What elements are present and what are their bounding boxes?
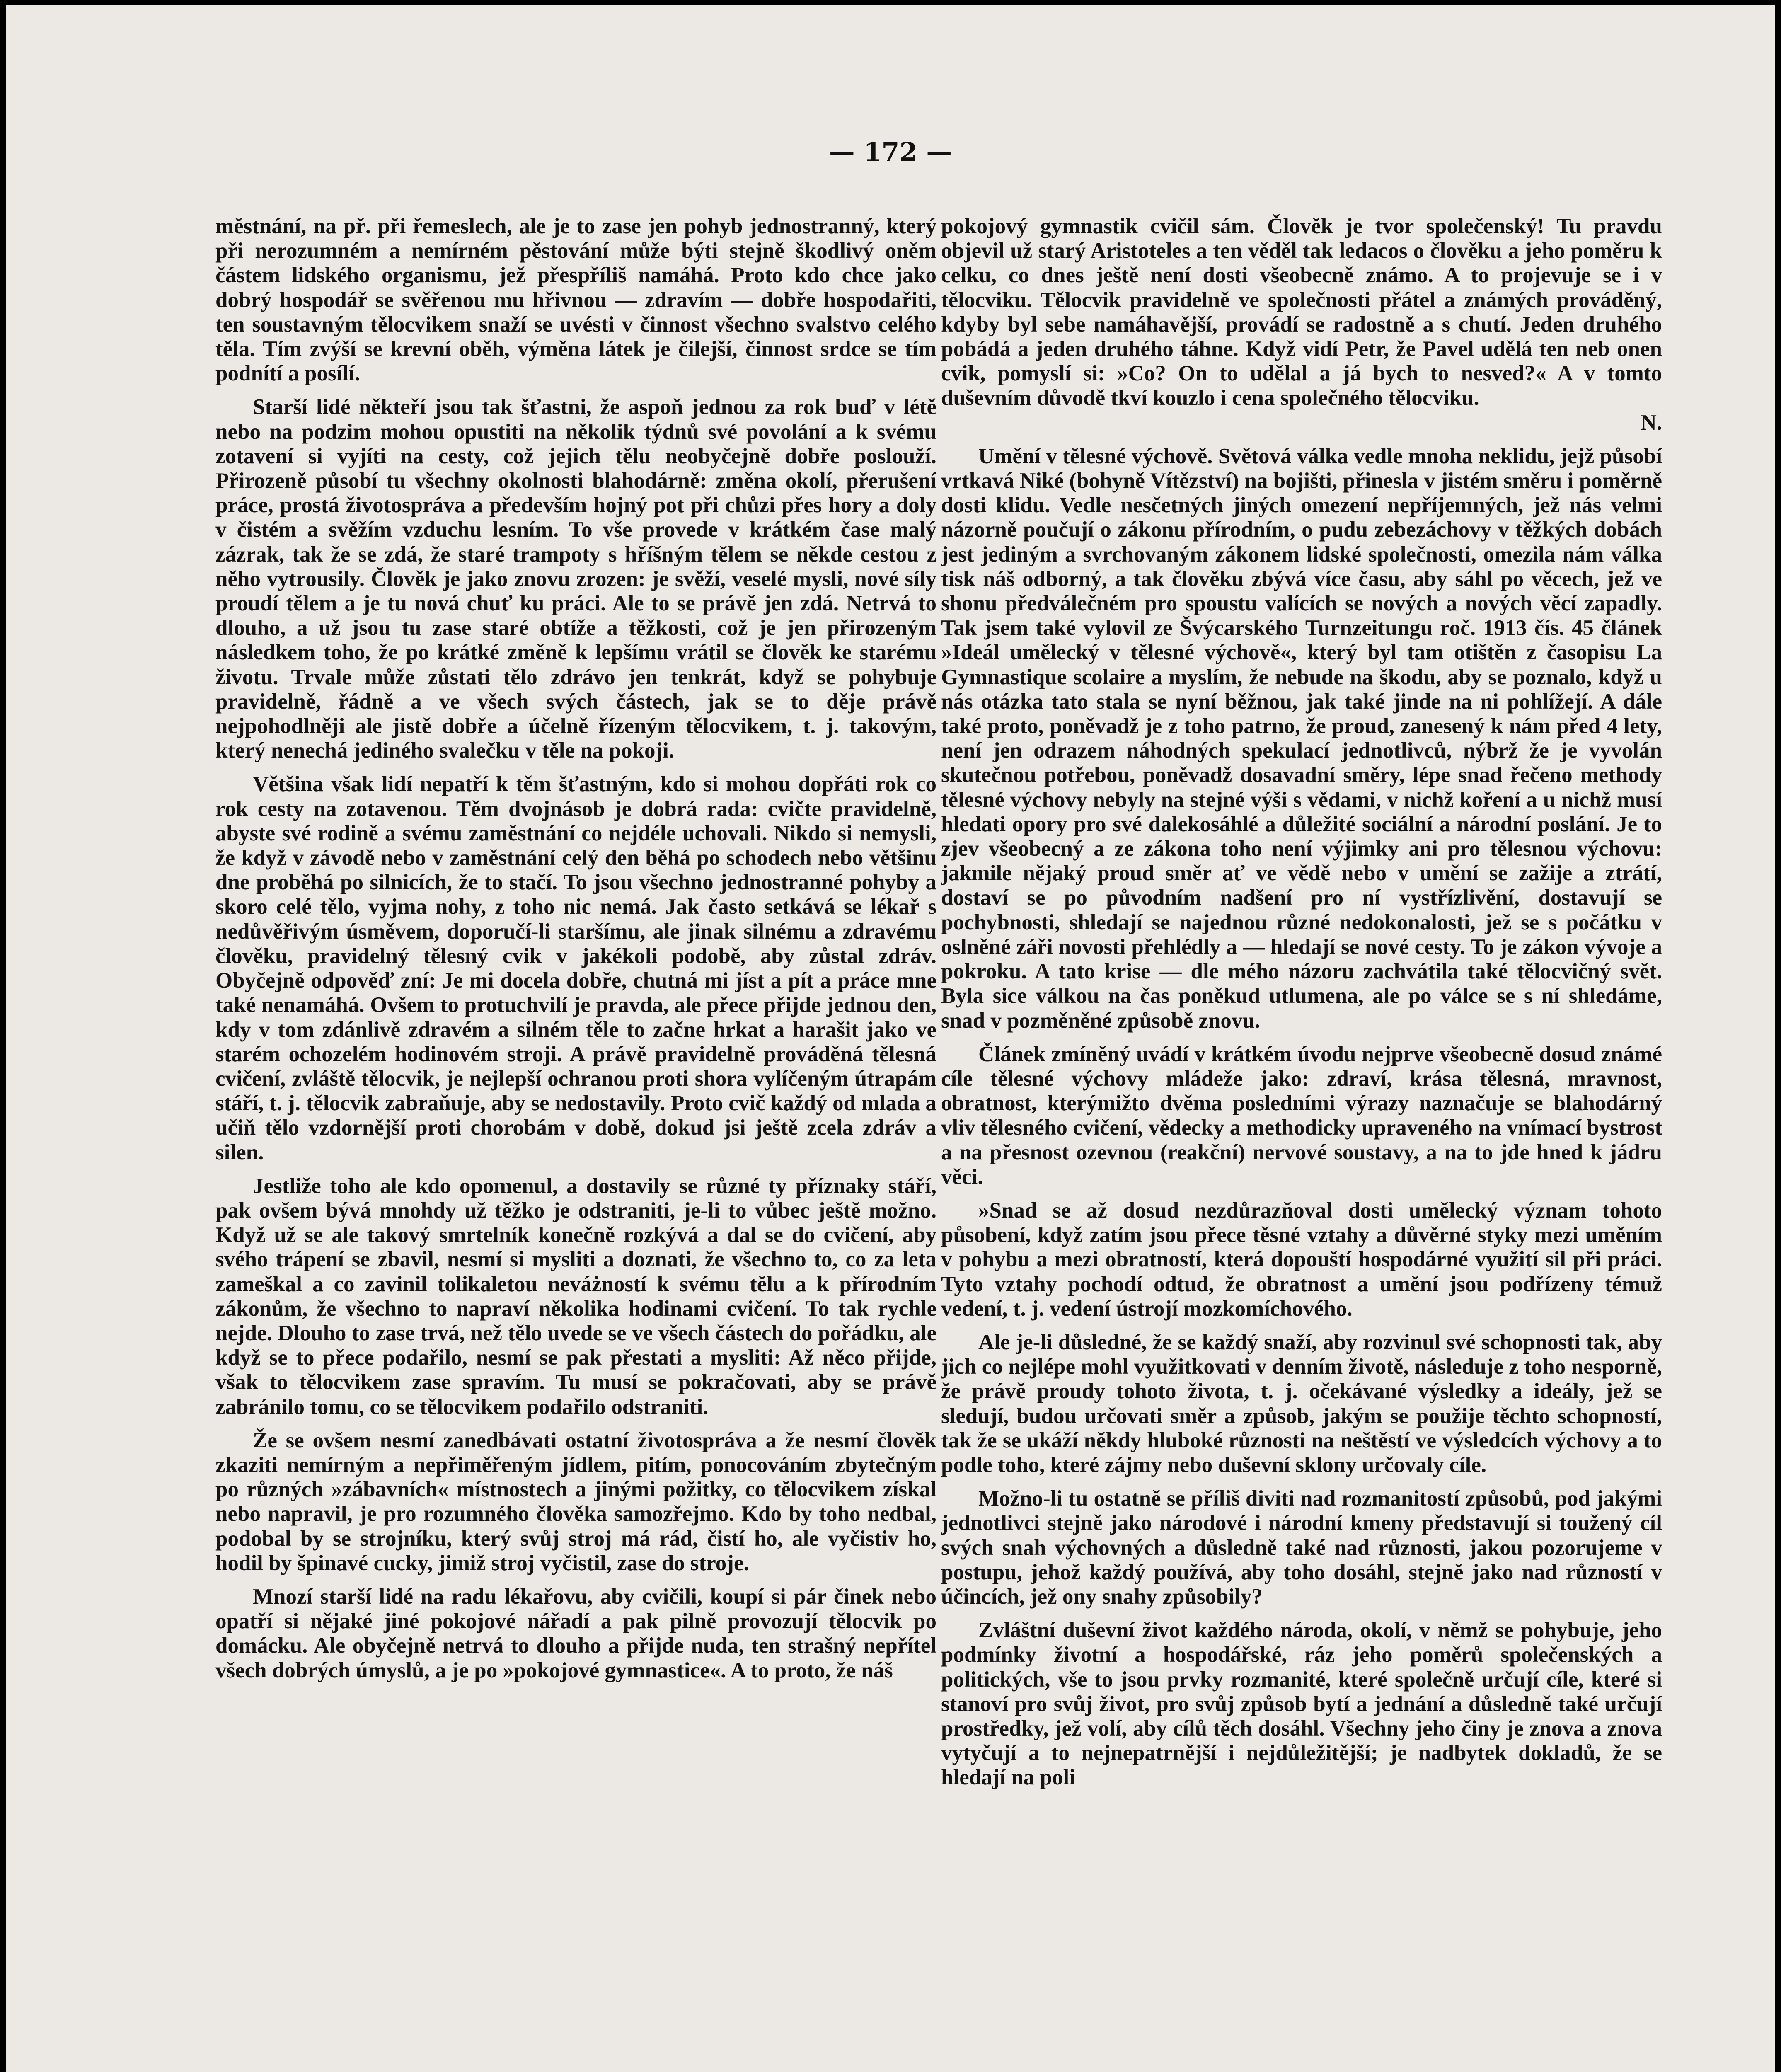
article-text: Světová válka vedle mnoha neklidu, jejž působí vrtkavá Niké (bohyně Vítězství) na bojišti, přinesla v jistém směru i poměrně dosti klidu. Vedle nesčetných jiných omezení nepříjemných, jež nás velmi názorně poučují o zákonu přírodním, o pudu zebezáchovy v těžkých dobách jest jediným a svrchovaným zákonem lidské společnosti, omezila nám válka tisk náš odborný, a tak člověku zbývá více času, aby sáhl po věcech, jež ve shonu předválečném pro spoustu valících se nových a nových věcí zapadly. Tak jsem také vylovil ze Švýcarského Turnzeitungu roč. 1913 čís. 45 článek »Ideál umělecký v tělesné výchově«, který byl tam otištěn z časopisu La Gymnastique scolaire a myslím, že nebude na škodu, aby se poznalo, když u nás otázka tato stala se nyní běžnou, jak také jinde na ni pohlížejí. A dále také proto, poněvadž je z toho patrno, že proud, zanesený k nám před 4 lety, není jen odrazem náhodných spekulací jednotlivců, nýbrž že je vyvolán skutečnou potřebou, poněvadž dosavadní směry, lépe snad řečeno methody tělesné výchovy nebyly na stejné výši s vědami, v nichž koření a u nichž musí hledati opory pro své dalekosáhlé a důležité sociální a národní poslání. Je to zjev všeobecný a ze zákona toho není výjimky ani pro tělesnou výchovu: jakmile nějaký proud směr ať ve vědě nebo v umění se zažije a ztrátí, dostaví se po původním nadšení pro ní vystřízlivění, dostavují se pochybnosti, shledají se najednou různé nedokonalosti, jež se s počátku v oslněné záři novosti přehlédly a — hledají se nové cesty. To je zákon vývoje a pokroku. A tato krise — dle mého názoru zachvátila také tělocvičný svět. Byla sice válkou na čas poněkud utlumena, ale po válce se s ní shledáme, snad v pozměněné způsobě znovu. [941,444,1662,1033]
article-title: Umění v tělesné výchově. [978,444,1213,468]
paragraph: městnání, na př. při řemeslech, ale je to zase jen pohyb jednostranný, který při nerozumném a nemírném pěstování může býti stejně škodlivý oněm částem lidského organismu, jež přespříliš namáhá. Proto kdo chce jako dobrý hospodář se svěřenou mu hřivnou — zdravím — dobře hospodařiti, ten soustavným tělocvikem snaží se uvésti v činnost všechno svalstvo celého těla. Tím zvýší se krevní oběh, výměna látek je čilejší, činnost srdce se tím podnítí a posílí. [215,214,936,386]
paragraph: Ale je-li důsledné, že se každý snaží, aby rozvinul své schopnosti tak, aby jich co nejlépe mohl využitkovati v denním životě, následuje z toho nesporně, že právě proudy tohoto života, t. j. očekávané výsledky a ideály, jež se sledují, budou určovati směr a způsob, jakým se použije těchto schopností, tak že se ukáží někdy hluboké různosti na neštěstí ve výsledcích výchovy a to podle toho, které zájmy nebo duševní sklony určovaly cíle. [941,1330,1662,1477]
paragraph: Většina však lidí nepatří k těm šťastným, kdo si mohou dopřáti rok co rok cesty na zotavenou. Těm dvojnásob je dobrá rada: cvičte pravidelně, abyste své rodině a svému zaměstnání co nejdéle uchovali. Nikdo si nemysli, že když v závodě nebo v zaměstnání celý den běhá po schodech nebo většinu dne proběhá po silnicích, že to stačí. To jsou všechno jednostranné pohyby a skoro celé tělo, vyjma nohy, z toho nic nemá. Jak často setkává se lékař s nedůvěřivým úsměvem, doporučí-li staršímu, ale jinak silnému a zdravému člověku, pravidelný tělesný cvik v jakékoli podobě, aby zůstal zdráv. Obyčejně odpověď zní: Je mi docela dobře, chutná mi jíst a pít a práce mne také nenamáhá. Ovšem to protuchvilí je pravda, ale přece přijde jednou den, kdy v tom zdánlivě zdravém a silném těle to začne hrkat a harašit jako ve starém ochozelém hodinovém stroji. A právě pravidelně prováděná tělesná cvičení, zvláště tělocvik, je nejlepší ochranou proti shora vylíčeným útrapám stáří, t. j. tělocvik zabraňuje, aby se nedostavily. Proto cvič každý od mlada a učiň tělo vzdornější proti chorobám v době, dokud jsi ještě zcela zdráv a silen. [215,772,936,1164]
author-signature: N. [1641,410,1662,435]
paragraph: pokojový gymnastik cvičil sám. Člověk je tvor společenský! Tu pravdu objevil už starý Aristoteles a ten věděl tak ledacos o člověku a jeho poměru k celku, co dnes ještě není dosti všeobecně známo. A to projevuje se i v tělocviku. Tělocvik pravidelně ve společnosti přátel a známých prováděný, kdyby byl sebe namáhavější, provádí se radostně a s chutí. Jeden druhého pobádá a jeden druhého táhne. Když vidí Petr, že Pavel udělá ten neb onen cvik, pomyslí si: »Co? On to udělal a já bych to nesved?« A v tomto duševním důvodě tkví kouzlo i cena společného tělocviku. [941,214,1662,410]
paragraph: Možno-li tu ostatně se příliš diviti nad rozmanitostí způsobů, pod jakými jednotlivci stejně jako národové i národní kmeny představují si toužený cíl svých snah výchovných a důsledně také nad různosti, jakou pozorujeme v postupu, jehož každý používá, aby toho dosáhl, stejně jako nad růzností v účincích, jež ony snahy způsobily? [941,1486,1662,1609]
paragraph: Že se ovšem nesmí zanedbávati ostatní životospráva a že nesmí člověk zkaziti nemírným a nepřiměřeným jídlem, pitím, ponocováním zbytečným po různých »zábavních« místnostech a jinými požitky, co tělocvikem získal nebo napravil, je pro rozumného člověka samozřejmo. Kdo by toho nedbal, podobal by se strojníku, který svůj stroj má rád, čistí ho, ale vyčistiv ho, hodil by špinavé cucky, jimiž stroj vyčistil, zase do stroje. [215,1428,936,1575]
document-page [6,5,1775,2072]
paragraph: Článek zmíněný uvádí v krátkém úvodu nejprve všeobecně dosud známé cíle tělesné výchovy mládeže jako: zdraví, krása tělesná, mravnost, obratnost, kterýmižto dvěma posledními výrazy naznačuje se blahodárný vliv tělesného cvičení, vědecky a methodicky upraveného na vnímací bystrost a na přesnost ozevnou (reakční) nervové soustavy, a na to jde hned k jádru věci. [941,1042,1662,1189]
left-column [215,214,936,2072]
article-paragraph [941,444,1662,1033]
paragraph: Mnozí starší lidé na radu lékařovu, aby cvičili, koupí si pár činek nebo opatří si nějaké jiné pokojové nářadí a pak pilně provozují tělocvik po domácku. Ale obyčejně netrvá to dlouho a přijde nuda, ten strašný nepřítel všech dobrých úmyslů, a je po »pokojové gymnastice«. A to proto, že náš [215,1584,936,1682]
right-column [941,214,1662,2072]
paragraph: Zvláštní duševní život každého národa, okolí, v němž se pohybuje, jeho podmínky životní a hospodářské, ráz jeho poměrů společenských a politických, vše to jsou prvky rozmanité, které společně určují cíle, které si stanoví pro svůj život, pro svůj způsob bytí a jednání a důsledně také určují prostředky, jež volí, aby cílů těch dosáhl. Všechny jeho činy je znova a znova vytyčují a to nejnepatrnější i nejdůležitější; je nadbytek dokladů, že se hledají na poli [941,1618,1662,1790]
page-number: — 172 — [829,137,952,167]
paragraph: »Snad se až dosud nezdůrazňoval dosti umělecký význam tohoto působení, když zatím jsou přece těsné vztahy a důvěrné styky mezi uměním v pohybu a mezi obratností, která dopouští hospodárné využití sil při práci. Tyto vztahy pochodí odtud, že obratnost a umění jsou podřízeny témuž vedení, t. j. vedení ústrojí mozkomíchového. [941,1198,1662,1321]
paragraph: Jestliže toho ale kdo opomenul, a dostavily se různé ty příznaky stáří, pak ovšem bývá mnohdy už těžko je odstraniti, je-li to vůbec ještě možno. Když už se ale takový smrtelník konečně rozkývá a dal se do cvičení, aby svého trápení se zbavil, nesmí si mysliti a doznati, že všechno to, co za leta zameškal a co zavinil tolikaletou neváżností k svému tělu a k přírodním zákonům, že všechno to napraví několika hodinami cvičení. To tak rychle nejde. Dlouho to zase trvá, než tělo uvede se ve všech částech do pořádku, ale když se to přece podařilo, nesmí se pak přestati a mysliti: Až něco přijde, však to tělocvikem zase spravím. Tu musí se pokračovati, aby se právě zabránilo tomu, co se tělocvikem podařilo odstraniti. [215,1174,936,1419]
paragraph: Starší lidé někteří jsou tak šťastni, že aspoň jednou za rok buď v létě nebo na podzim mohou opustiti na několik týdnů své povolání a k svému zotavení si vyjíti na cesty, což jejich tělu neobyčejně dobře poslouží. Přirozeně působí tu všechny okolnosti blahodárně: změna okolí, přerušení práce, prostá životospráva a především hojný pot při chůzi přes hory a doly v čistém a svěžím vzduchu lesním. To vše provede v krátkém čase malý zázrak, tak že se zdá, že staré trampoty s hříšným tělem se někde cestou z něho vytrousily. Člověk je jako znovu zrozen: je svěží, veselé mysli, nové síly proudí tělem a je tu nová chuť ku práci. Ale to se právě jen zdá. Netrvá to dlouho, a už jsou tu zase staré obtíže a těžkosti, což je jen přirozeným následkem toho, že po krátké změně k lepšímu vrátil se člověk ke starému životu. Trvale může zůstati tělo zdrávo jen tenkrát, když se pohybuje pravidelně, řádně a ve všech svých částech, jak se to děje právě nejpohodlněji ale jistě dobře a účelně řízeným tělocvikem, t. j. takovým, který nenechá jediného svalečku v těle na pokoji. [215,395,936,763]
